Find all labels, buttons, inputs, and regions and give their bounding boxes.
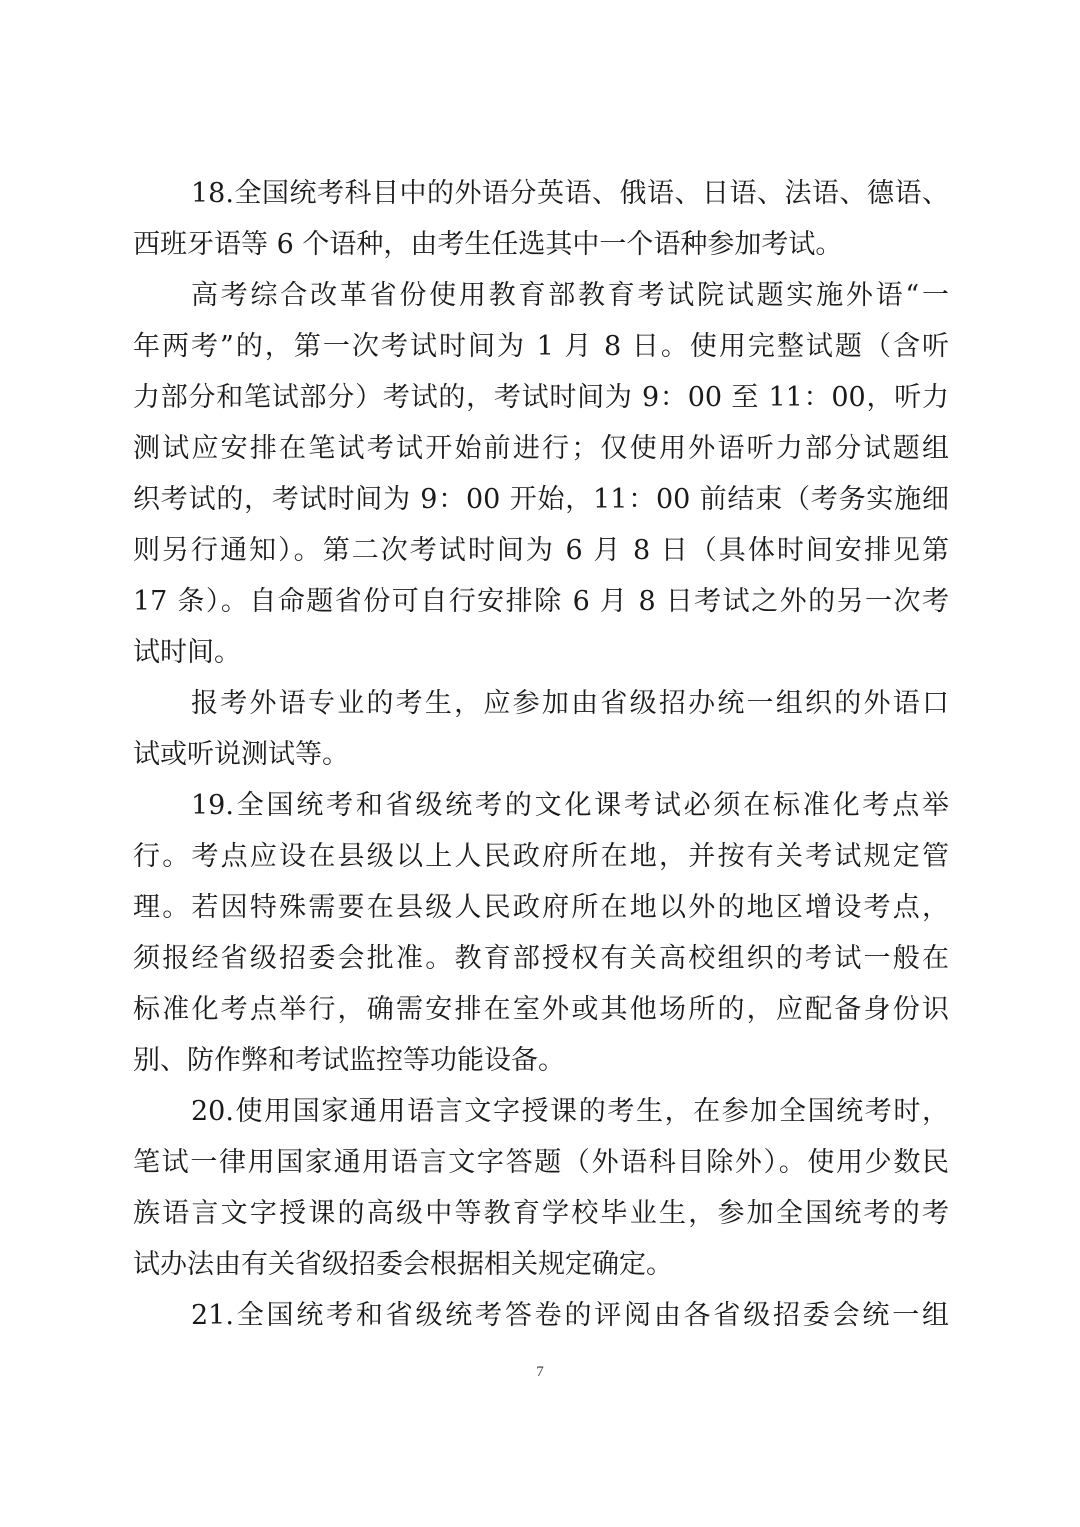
text-line: 族语言文字授课的高级中等教育学校毕业生，参加全国统考的考 [133,1198,949,1229]
paragraph-foreign-language-schedule [133,270,949,678]
paragraph-article-21 [133,1290,949,1341]
text-line: 测试应安排在笔试考试开始前进行；仅使用外语听力部分试题组 [133,433,949,464]
text-line: 高考综合改革省份使用教育部教育考试院试题实施外语“一 [191,280,949,311]
text-line: 试时间。 [133,637,241,668]
text-line: 西班牙语等 6 个语种，由考生任选其中一个语种参加考试。 [133,229,843,260]
text-line: 20.使用国家通用语言文字授课的考生，在参加全国统考时， [191,1096,949,1127]
text-line: 织考试的，考试时间为 9：00 开始，11：00 前结束（考务实施细 [133,484,949,515]
text-line: 试办法由有关省级招委会根据相关规定确定。 [133,1249,673,1280]
text-line: 19.全国统考和省级统考的文化课考试必须在标准化考点举 [191,790,949,821]
text-line: 年两考”的，第一次考试时间为 1 月 8 日。使用完整试题（含听 [133,331,949,362]
text-line: 理。若因特殊需要在县级人民政府所在地以外的地区增设考点， [133,892,949,923]
paragraph-article-18 [133,168,949,270]
text-line: 力部分和笔试部分）考试的，考试时间为 9：00 至 11：00，听力 [133,382,949,413]
text-line: 18.全国统考科目中的外语分英语、俄语、日语、法语、德语、 [191,178,949,209]
paragraph-article-20 [133,1086,949,1290]
text-line: 21.全国统考和省级统考答卷的评阅由各省级招委会统一组 [191,1300,949,1331]
text-line: 17 条）。自命题省份可自行安排除 6 月 8 日考试之外的另一次考 [133,586,949,617]
text-line: 试或听说测试等。 [133,739,349,770]
text-line: 行。考点应设在县级以上人民政府所在地，并按有关考试规定管 [133,841,949,872]
text-line: 则另行通知）。第二次考试时间为 6 月 8 日（具体时间安排见第 [133,535,949,566]
text-line: 标准化考点举行，确需安排在室外或其他场所的，应配备身份识 [133,994,949,1025]
text-line: 报考外语专业的考生，应参加由省级招办统一组织的外语口 [191,688,949,719]
paragraph-oral-test [133,678,949,780]
text-line: 须报经省级招委会批准。教育部授权有关高校组织的考试一般在 [133,943,949,974]
text-line: 笔试一律用国家通用语言文字答题（外语科目除外）。使用少数民 [133,1147,949,1178]
body-text [133,168,949,1341]
page-number: 7 [536,1364,544,1380]
text-line: 别、防作弊和考试监控等功能设备。 [133,1045,565,1076]
paragraph-article-19 [133,780,949,1086]
